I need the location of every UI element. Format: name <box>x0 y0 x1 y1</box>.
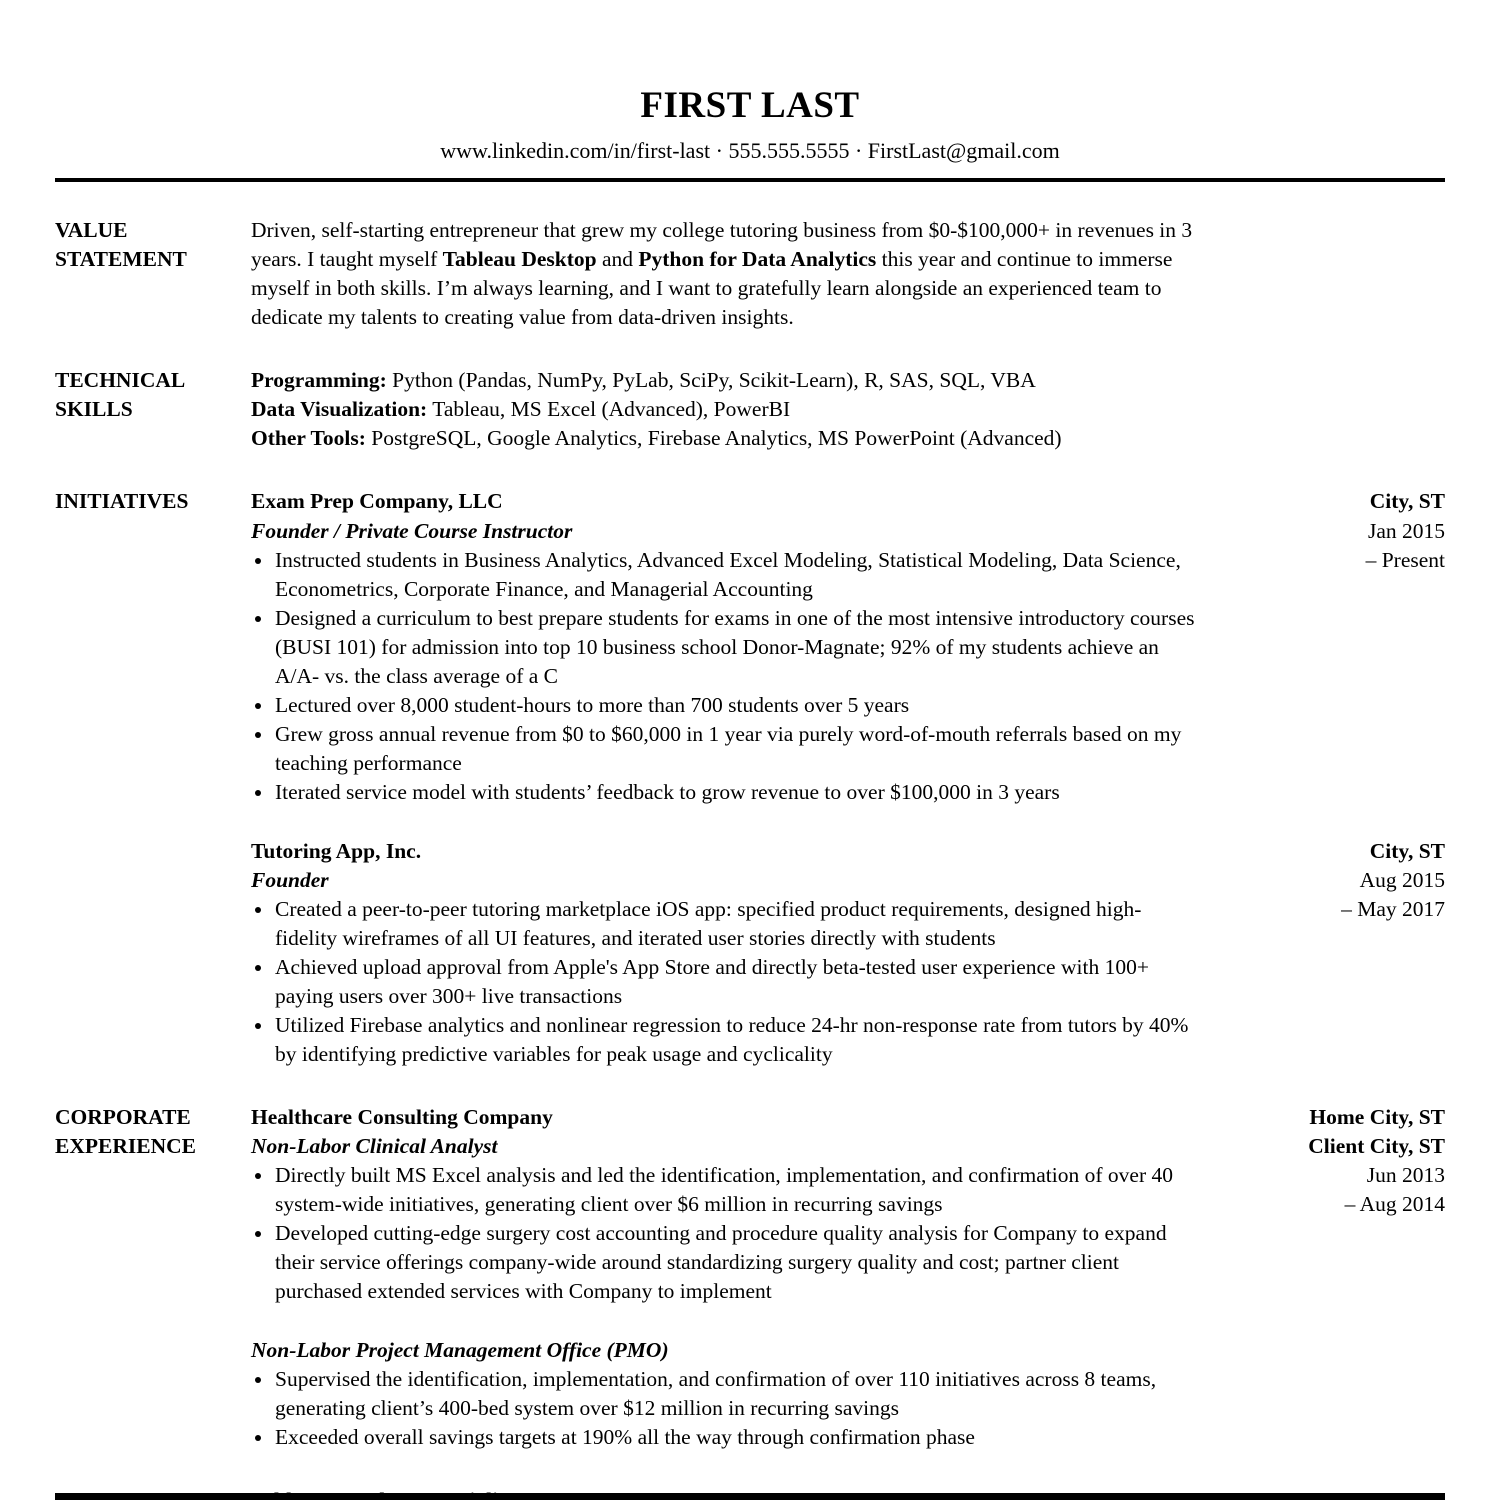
role-title: Founder / Private Course Instructor <box>251 518 573 543</box>
section-label-line: VALUE <box>55 218 128 243</box>
entry-healthcare-consulting <box>251 1103 1445 1306</box>
section-label-line: STATEMENT <box>55 247 187 272</box>
skills-list <box>251 366 1445 453</box>
section-label-initiatives <box>55 487 251 516</box>
entry-dates <box>1200 1161 1445 1219</box>
section-label-line: INITIATIVES <box>55 489 189 514</box>
date-line: – Aug 2014 <box>1344 1191 1445 1216</box>
bullet-item: • Lectured over 8,000 student-hours to more than 700 students over 5 years <box>274 691 1200 720</box>
value-statement-text: this year and continue to immerse myself in both skills. I’m always learning, and I want to gratefully learn alongside an experienced team to dedicate my talents to creating value from data-driven insights. <box>251 247 1173 330</box>
role-title: Founder <box>251 867 329 892</box>
bullet-list <box>251 1161 1200 1306</box>
entry-exam-prep-company <box>251 487 1445 806</box>
section-label-line: TECHNICAL <box>55 368 186 393</box>
section-label-value-statement <box>55 216 251 274</box>
date-line: – Present <box>1365 547 1445 572</box>
section-technical-skills <box>55 366 1445 453</box>
entry-dates <box>1200 866 1445 924</box>
location-line: Client City, ST <box>1308 1133 1445 1158</box>
entry-meta <box>1200 1103 1445 1306</box>
entry-pmo <box>251 1336 1201 1452</box>
corporate-entries <box>251 1103 1445 1452</box>
bullet-item: • Grew gross annual revenue from $0 to $60,000 in 1 year via purely word-of-mouth referrals based on my teaching performance <box>274 720 1200 778</box>
location-line: City, ST <box>1369 489 1445 514</box>
entry-main <box>251 487 1200 806</box>
bullet-list <box>251 1365 1201 1452</box>
skill-category-items: Tableau, MS Excel (Advanced), PowerBI <box>427 397 791 422</box>
bullet-item: • Supervised the identification, implementation, and confirmation of over 110 initiatives across 8 teams, generating client’s 400-bed system over $12 million in recurring savings <box>274 1365 1201 1423</box>
date-line: Aug 2015 <box>1359 867 1445 892</box>
date-line: – May 2017 <box>1341 896 1445 921</box>
section-label-line: CORPORATE <box>55 1104 191 1129</box>
date-line: Jun 2013 <box>1366 1162 1445 1187</box>
entry-meta <box>1200 837 1445 1069</box>
section-label-technical-skills <box>55 366 251 424</box>
bullet-item: • Designed a curriculum to best prepare students for exams in one of the most intensive introductory courses (BUSI 101) for admission into top 10 business school Donor-Magnate; 92% of my students achieve an A/A- vs. the class average of a C <box>274 604 1200 691</box>
skill-category-items: PostgreSQL, Google Analytics, Firebase Analytics, MS PowerPoint (Advanced) <box>365 426 1062 451</box>
skill-highlight-python: Python for Data Analytics <box>638 247 877 272</box>
section-value-statement <box>55 216 1445 332</box>
bullet-item: • Directly built MS Excel analysis and led the identification, implementation, and confirmation of over 40 system-wide initiatives, generating client over $6 million in recurring savings <box>274 1161 1200 1219</box>
skill-category-label: Data Visualization: <box>251 397 428 422</box>
contact-line: www.linkedin.com/in/first-last · 555.555.5555 · FirstLast@gmail.com <box>440 137 1060 163</box>
company-name: Tutoring App, Inc. <box>251 838 422 863</box>
section-label-line: SKILLS <box>55 397 133 422</box>
company-name: Exam Prep Company, LLC <box>251 489 503 514</box>
skill-row-other-tools <box>251 424 1445 453</box>
header-divider <box>55 178 1445 182</box>
skill-category-label: Programming: <box>251 368 387 393</box>
bullet-item: • Developed cutting-edge surgery cost accounting and procedure quality analysis for Company to expand their service offerings company-wide around standardizing surgery quality and cost; partner client purchased extended services with Company to implement <box>274 1219 1200 1306</box>
section-initiatives <box>55 487 1445 1068</box>
entry-main <box>251 837 1200 1069</box>
value-statement-paragraph <box>251 216 1201 332</box>
bullet-item: • Exceeded overall savings targets at 190% all the way through confirmation phase <box>274 1423 1201 1452</box>
section-corporate-experience <box>55 1103 1445 1452</box>
bullet-list <box>251 895 1200 1069</box>
skill-row-data-visualization <box>251 395 1445 424</box>
location-line: City, ST <box>1369 838 1445 863</box>
bullet-item: • Achieved upload approval from Apple's App Store and directly beta-tested user experience with 100+ paying users over 300+ live transactions <box>274 953 1200 1011</box>
skill-row-programming <box>251 366 1445 395</box>
skill-category-items: Python (Pandas, NumPy, PyLab, SciPy, Scikit-Learn), R, SAS, SQL, VBA <box>386 368 1036 393</box>
role-title: Non-Labor Clinical Analyst <box>251 1133 498 1158</box>
resume-body <box>0 216 1500 1500</box>
entry-tutoring-app <box>251 837 1445 1069</box>
role-title: Non-Labor Project Management Office (PMO) <box>251 1337 669 1362</box>
person-name: FIRST LAST <box>640 85 860 126</box>
skill-category-label: Other Tools: <box>251 426 366 451</box>
bullet-item: • Instructed students in Business Analytics, Advanced Excel Modeling, Statistical Modeling, Data Science, Econometrics, Corporate Finance, and Managerial Accounting <box>274 546 1200 604</box>
bottom-divider <box>55 1493 1445 1500</box>
entry-meta <box>1200 487 1445 806</box>
value-statement-text: Driven, self-starting entrepreneur that grew my college tutoring business from $0-$100,000+ in revenues in 3 years. I taught myself <box>251 218 1193 272</box>
section-label-corporate-experience <box>55 1103 251 1161</box>
resume-header <box>0 0 1500 165</box>
skill-highlight-tableau: Tableau Desktop <box>442 247 597 272</box>
value-statement-text: and <box>596 247 639 272</box>
entry-dates <box>1200 517 1445 575</box>
entry-location <box>1200 837 1445 866</box>
bullet-item: • Iterated service model with students’ feedback to grow revenue to over $100,000 in 3 years <box>274 778 1200 807</box>
entry-location <box>1200 487 1445 516</box>
section-label-line: EXPERIENCE <box>55 1133 196 1158</box>
location-line: Home City, ST <box>1309 1104 1445 1129</box>
entry-location <box>1200 1103 1445 1161</box>
bullet-item: • Utilized Firebase analytics and nonlinear regression to reduce 24-hr non-response rate from tutors by 40% by identifying predictive variables for peak usage and cyclicality <box>274 1011 1200 1069</box>
bullet-item: • Created a peer-to-peer tutoring marketplace iOS app: specified product requirements, designed high-fidelity wireframes of all UI features, and iterated user stories directly with students <box>274 895 1200 953</box>
company-name: Healthcare Consulting Company <box>251 1104 553 1129</box>
entry-main <box>251 1103 1200 1306</box>
date-line: Jan 2015 <box>1367 518 1445 543</box>
bullet-list <box>251 546 1200 807</box>
initiatives-entries <box>251 487 1445 1068</box>
